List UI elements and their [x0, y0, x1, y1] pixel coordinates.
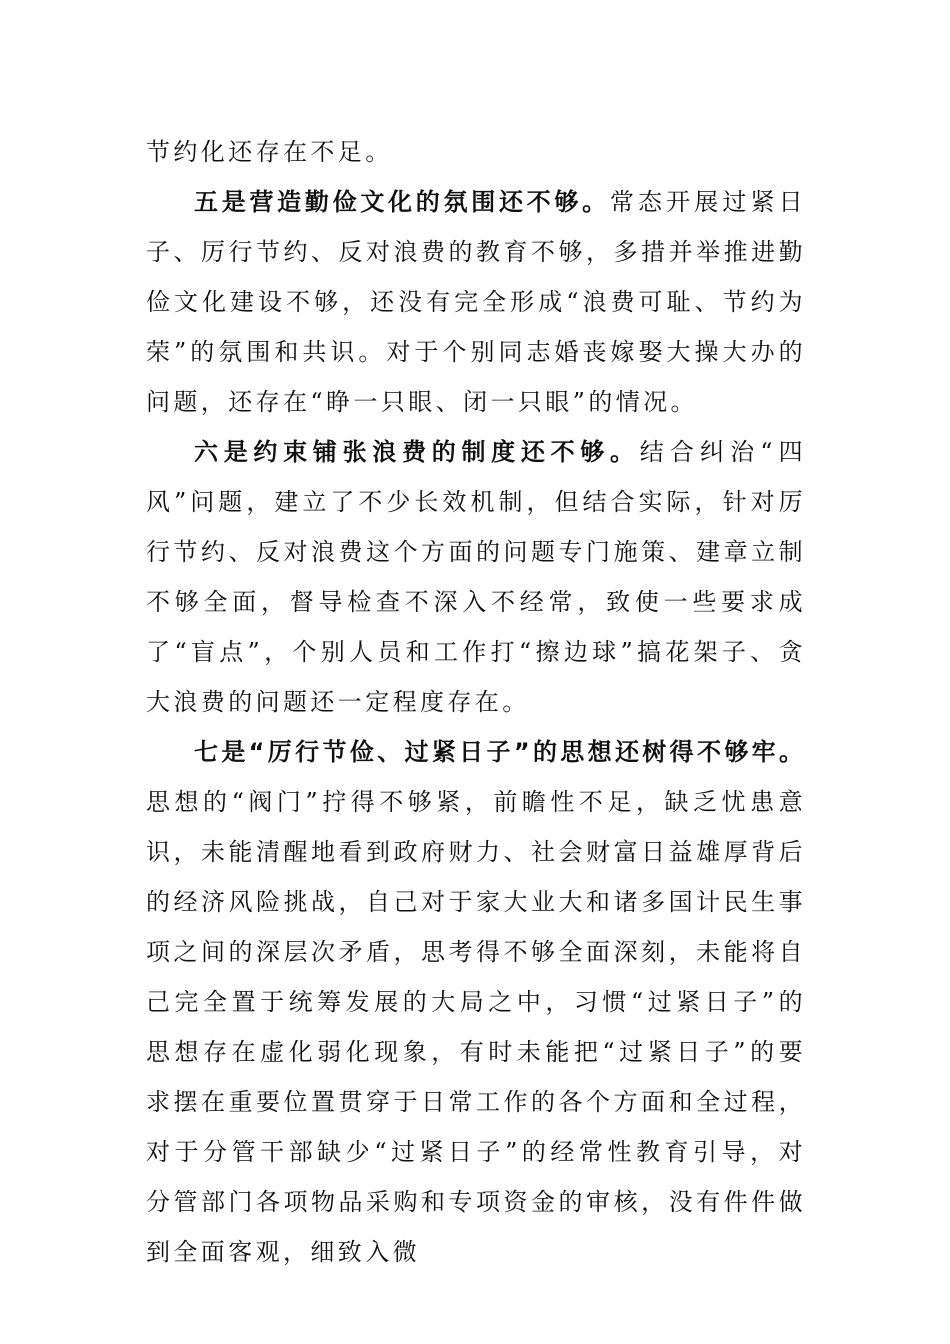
paragraph-point-seven [146, 727, 806, 1277]
paragraph-heading: 五是营造勤俭文化的氛围还不够。 [194, 188, 610, 216]
paragraph-text: 常态开展过紧日子、厉行节约、反对浪费的教育不够，多措并举推进勤俭文化建设不够，还没有完全形成“浪费可耻、节约为荣”的氛围和共识。对于个别同志婚丧嫁娶大操大办的问题，还存在“睁一只眼、闭一只眼”的情况。 [146, 188, 806, 416]
paragraph-heading: 七是“厉行节俭、过紧日子”的思想还树得不够牢。 [194, 738, 806, 766]
paragraph-point-six [146, 427, 806, 727]
paragraph-text: 思想的“阀门”拧得不够紧，前瞻性不足，缺乏忧患意识，未能清醒地看到政府财力、社会财富日益雄厚背后的经济风险挑战，自己对于家大业大和诸多国计民生事项之间的深层次矛盾，思考得不够全面深刻，未能将自己完全置于统筹发展的大局之中，习惯“过紧日子”的思想存在虚化弱化现象，有时未能把“过紧日子”的要求摆在重要位置贯穿于日常工作的各个方面和全过程，对于分管干部缺少“过紧日子”的经常性教育引导，对分管部门各项物品采购和专项资金的审核，没有件件做到全面客观，细致入微 [146, 788, 806, 1266]
paragraph-text: 节约化还存在不足。 [146, 138, 393, 166]
paragraph-heading: 六是约束铺张浪费的制度还不够。 [194, 438, 640, 466]
paragraph-point-five [146, 177, 806, 427]
document-body [146, 127, 806, 1277]
paragraph-continuation [146, 127, 806, 177]
paragraph-text: 结合纠治“四风”问题，建立了不少长效机制，但结合实际，针对厉行节约、反对浪费这个方面的问题专门施策、建章立制不够全面，督导检查不深入不经常，致使一些要求成了“盲点”，个别人员和工作打“擦边球”搞花架子、贪大浪费的问题还一定程度存在。 [146, 438, 807, 716]
